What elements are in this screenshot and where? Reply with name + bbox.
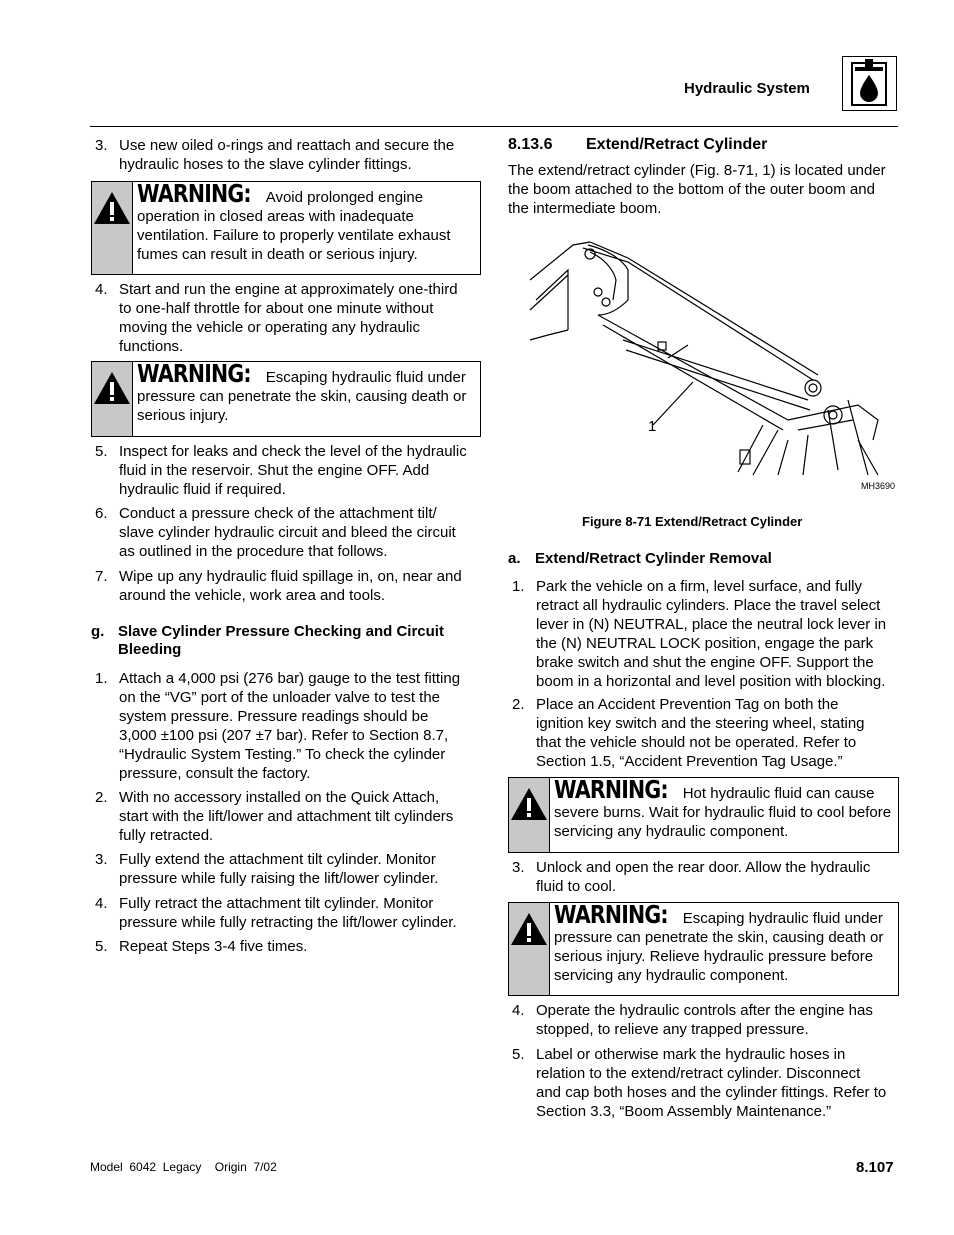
step-number: 3.: [95, 851, 108, 868]
step-number: 4.: [512, 1002, 525, 1019]
figure-caption: Figure 8-71 Extend/Retract Cylinder: [582, 514, 803, 529]
step-text: Label or otherwise mark the hydraulic hoses in relation to the extend/retract cylinder. Disconnect and cap both hoses and the cylinder fittings. Refer to Section 3.3, “Boom Assembly Maintenance.”: [536, 1046, 887, 1120]
figure-callout: 1: [648, 418, 657, 435]
step-number: 6.: [95, 505, 108, 522]
figure-code: MH3690: [861, 481, 896, 491]
step-number: 1.: [512, 578, 525, 595]
step-text: Place an Accident Prevention Tag on both the ignition key switch and the steering wheel, stating that the vehicle should not be operated. Refer to Section 1.5, “Accident Prevention Tag Usage.”: [536, 696, 865, 770]
step-text: Repeat Steps 3-4 five times.: [119, 938, 308, 955]
page-number: 8.107: [856, 1159, 894, 1176]
step-text: Start and run the engine at approximately one-third to one-half throttle for about one minute without moving the vehicle or operating any hydraulic functions.: [119, 281, 458, 355]
step-text: Conduct a pressure check of the attachment tilt/ slave cylinder hydraulic circuit and bleed the circuit as outlined in the procedure that follows.: [119, 505, 456, 560]
step-number: 4.: [95, 281, 108, 298]
subsection-letter: a.: [508, 550, 521, 567]
warning-triangle-icon: [509, 786, 549, 822]
warning-label: WARNING:: [137, 179, 251, 208]
warning-text: Avoid prolonged engine operation in closed areas with inadequate ventilation. Failure to properly ventilate exhaust fumes can result in death or serious injury.: [137, 189, 451, 263]
subsection-letter: g.: [91, 623, 105, 640]
warning-box: [508, 902, 899, 996]
warning-body: [550, 775, 898, 852]
warning-triangle-icon: [92, 370, 132, 406]
step-text: Use new oiled o-rings and reattach and secure the hydraulic hoses to the slave cylinder fittings.: [119, 137, 455, 173]
step-number: 7.: [95, 568, 108, 585]
step-number: 3.: [95, 137, 108, 154]
figure-illustration: [528, 240, 900, 495]
running-header-title: Hydraulic System: [684, 80, 810, 97]
warning-text: Escaping hydraulic fluid under pressure can penetrate the skin, causing death or serious injury.: [137, 369, 467, 424]
step-number: 2.: [95, 789, 108, 806]
warning-label: WARNING:: [137, 359, 251, 388]
footer-model-info: Model 6042 Legacy Origin 7/02: [90, 1160, 277, 1174]
subsection-title: Extend/Retract Cylinder Removal: [535, 550, 772, 567]
warning-triangle-icon: [92, 190, 132, 226]
section-intro: The extend/retract cylinder (Fig. 8-71, 1) is located under the boom attached to the bottom of the outer boom and the intermediate boom.: [508, 162, 886, 217]
step-number: 1.: [95, 670, 108, 687]
subsection-title: Slave Cylinder Pressure Checking and Circuit Bleeding: [118, 623, 444, 658]
step-number: 4.: [95, 895, 108, 912]
warning-triangle-icon: [509, 911, 549, 947]
warning-body: [550, 900, 898, 995]
step-text: Wipe up any hydraulic fluid spillage in, on, near and around the vehicle, work area and tools.: [119, 568, 462, 604]
step-text: Operate the hydraulic controls after the engine has stopped, to relieve any trapped pressure.: [536, 1002, 873, 1038]
step-text: Fully retract the attachment tilt cylinder. Monitor pressure while fully retracting the lift/lower cylinder.: [119, 895, 457, 931]
step-text: With no accessory installed on the Quick Attach, start with the lift/lower and attachment tilt cylinders fully retracted.: [119, 789, 454, 844]
warning-text: Escaping hydraulic fluid under pressure can penetrate the skin, causing death or serious injury. Relieve hydraulic pressure before servicing any hydraulic component.: [554, 910, 884, 984]
warning-side-panel: [92, 182, 133, 274]
warning-body: [133, 179, 480, 274]
step-number: 5.: [512, 1046, 525, 1063]
step-number: 5.: [95, 443, 108, 460]
step-text: Attach a 4,000 psi (276 bar) gauge to the test fitting on the “VG” port of the unloader valve to test the system pressure. Pressure readings should be 3,000 ±100 psi (207 ±7 bar). Refer to Section 8.7, “Hydraulic System Testing.” To check the cylinder pressure, consult the factory.: [119, 670, 461, 782]
step-number: 5.: [95, 938, 108, 955]
boom-cylinder-drawing: [528, 240, 900, 495]
step-number: 3.: [512, 859, 525, 876]
header-rule: [90, 126, 898, 127]
warning-side-panel: [92, 362, 133, 436]
step-text: Fully extend the attachment tilt cylinder. Monitor pressure while fully raising the lift/lower cylinder.: [119, 851, 439, 887]
step-number: 2.: [512, 696, 525, 713]
warning-label: WARNING:: [554, 900, 668, 929]
warning-side-panel: [509, 778, 550, 852]
warning-side-panel: [509, 903, 550, 995]
warning-box: [508, 777, 899, 853]
warning-box: [91, 181, 481, 275]
step-text: Inspect for leaks and check the level of the hydraulic fluid in the reservoir. Shut the engine OFF. Add hydraulic fluid if required.: [119, 443, 467, 498]
step-text: Park the vehicle on a firm, level surface, and fully retract all hydraulic cylinders. Place the travel select lever in (N) NEUTRAL, place the neutral lock lever in the (N) NEUTRAL LOCK position, engage the park brake switch and shut the engine OFF. Support the boom in a horizontal and level position with blocking.: [536, 578, 887, 690]
section-title: Extend/Retract Cylinder: [586, 136, 768, 153]
step-text: Unlock and open the rear door. Allow the hydraulic fluid to cool.: [536, 859, 871, 895]
section-number: 8.13.6: [508, 136, 553, 153]
warning-box: [91, 361, 481, 437]
hydraulic-oil-drop-icon: [842, 56, 897, 111]
warning-label: WARNING:: [554, 775, 668, 804]
warning-body: [133, 359, 480, 436]
warning-text: Hot hydraulic fluid can cause severe burns. Wait for hydraulic fluid to cool before servicing any hydraulic component.: [554, 785, 892, 840]
